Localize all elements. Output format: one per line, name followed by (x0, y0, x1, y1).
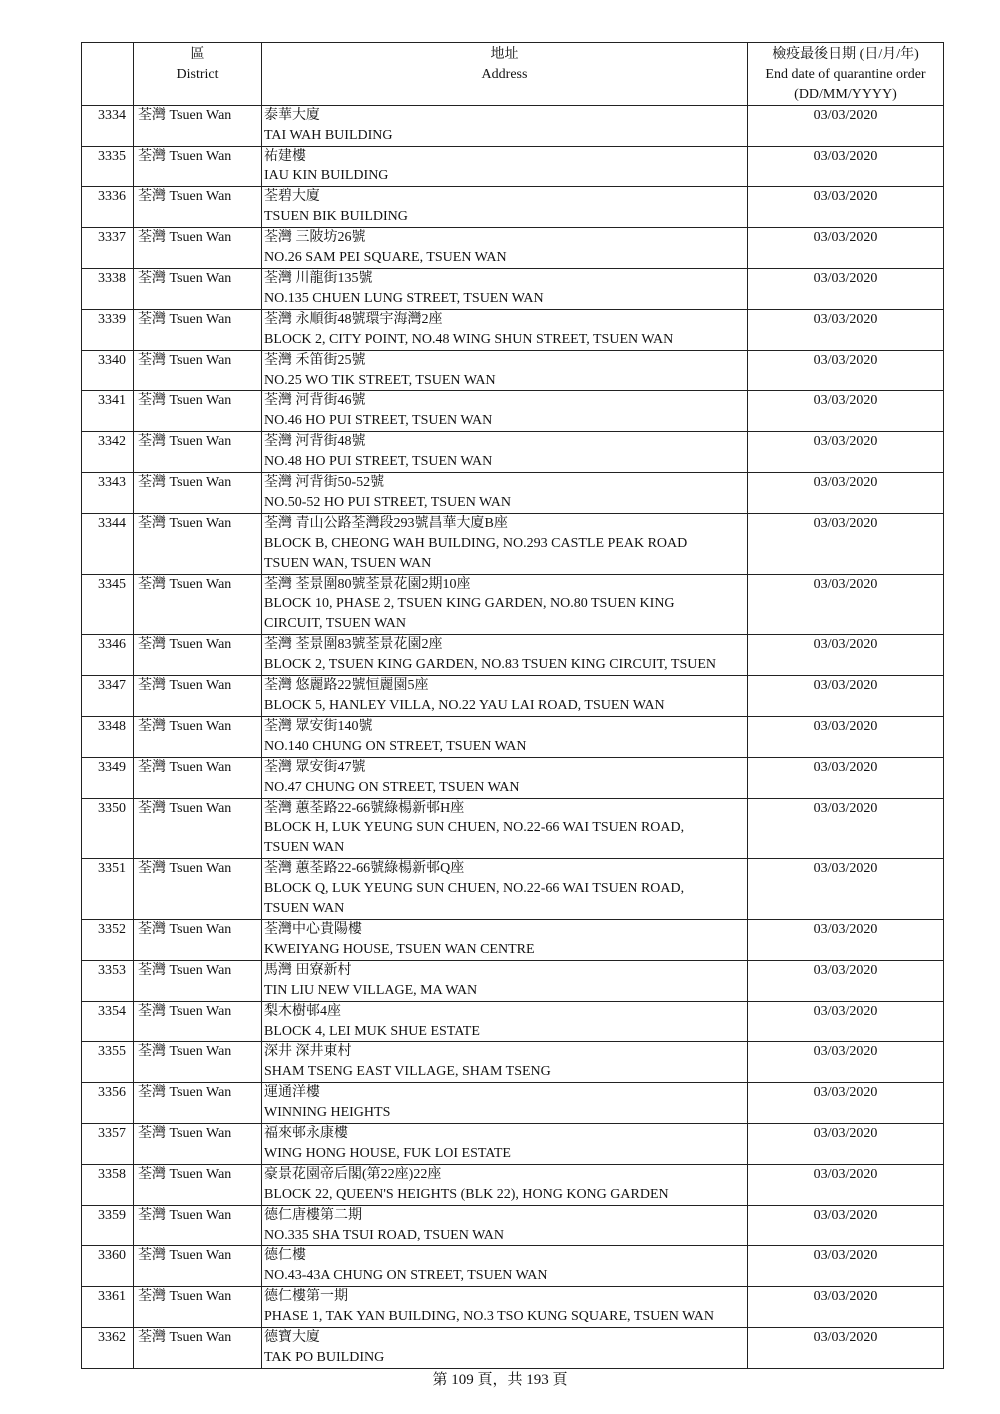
row-district: 荃灣 Tsuen Wan (134, 716, 262, 757)
address-line: 荃碧大廈 (264, 189, 320, 205)
address-line: NO.50-52 HO PUI STREET, TSUEN WAN (264, 494, 511, 510)
page-number-footer: 第 109 頁，共 193 頁 (432, 1372, 568, 1388)
row-district: 荃灣 Tsuen Wan (134, 432, 262, 473)
address-line: WING HONG HOUSE, FUK LOI ESTATE (264, 1145, 511, 1161)
header-date-zh: 檢疫最後日期 (日/月/年) (772, 47, 919, 62)
row-quarantine-end-date: 03/03/2020 (748, 146, 944, 187)
row-number: 3349 (82, 757, 134, 798)
address-line: BLOCK Q, LUK YEUNG SUN CHUEN, NO.22-66 WAI TSUEN ROAD, (264, 881, 685, 897)
address-line: 馬灣 田寮新村 (264, 962, 352, 978)
table-row (82, 1083, 944, 1124)
row-district: 荃灣 Tsuen Wan (134, 1205, 262, 1246)
row-district: 荃灣 Tsuen Wan (134, 1328, 262, 1369)
quarantine-table-page (81, 42, 943, 1369)
table-row (82, 513, 944, 574)
row-address (262, 473, 748, 514)
table-row (82, 1246, 944, 1287)
row-quarantine-end-date: 03/03/2020 (748, 105, 944, 146)
row-number: 3352 (82, 919, 134, 960)
row-district: 荃灣 Tsuen Wan (134, 676, 262, 717)
table-row (82, 676, 944, 717)
address-line: 荃灣 永順街48號環宇海灣2座 (264, 311, 443, 327)
row-address (262, 757, 748, 798)
row-address (262, 513, 748, 574)
quarantine-address-table (81, 42, 944, 1369)
row-quarantine-end-date: 03/03/2020 (748, 228, 944, 269)
table-row (82, 919, 944, 960)
row-number: 3359 (82, 1205, 134, 1246)
address-line: 運通洋樓 (264, 1085, 320, 1101)
address-line: 荃灣 眾安街140號 (264, 718, 373, 734)
row-number: 3336 (82, 187, 134, 228)
row-address (262, 1328, 748, 1369)
row-district: 荃灣 Tsuen Wan (134, 473, 262, 514)
row-address (262, 859, 748, 920)
address-line: 福來邨永康樓 (264, 1126, 348, 1142)
row-number: 3335 (82, 146, 134, 187)
row-address (262, 574, 748, 635)
row-address (262, 1246, 748, 1287)
address-line: 德寶大廈 (264, 1330, 320, 1346)
row-quarantine-end-date: 03/03/2020 (748, 1205, 944, 1246)
row-district: 荃灣 Tsuen Wan (134, 309, 262, 350)
table-row (82, 716, 944, 757)
row-district: 荃灣 Tsuen Wan (134, 350, 262, 391)
row-number: 3345 (82, 574, 134, 635)
address-line: TSUEN BIK BUILDING (264, 209, 408, 225)
row-quarantine-end-date: 03/03/2020 (748, 391, 944, 432)
header-district-en: District (176, 66, 219, 82)
table-row (82, 432, 944, 473)
table-row (82, 1287, 944, 1328)
row-address (262, 1205, 748, 1246)
row-quarantine-end-date: 03/03/2020 (748, 187, 944, 228)
address-line: BLOCK 4, LEI MUK SHUE ESTATE (264, 1023, 480, 1039)
header-district-zh: 區 (190, 47, 205, 62)
row-address (262, 228, 748, 269)
row-quarantine-end-date: 03/03/2020 (748, 574, 944, 635)
header-date-format: (DD/MM/YYYY) (794, 86, 897, 102)
table-row (82, 1001, 944, 1042)
table-row (82, 757, 944, 798)
row-district: 荃灣 Tsuen Wan (134, 146, 262, 187)
table-row (82, 105, 944, 146)
row-number: 3338 (82, 268, 134, 309)
table-row (82, 859, 944, 920)
address-line: 荃灣 三陂坊26號 (264, 230, 366, 246)
row-address (262, 391, 748, 432)
row-quarantine-end-date: 03/03/2020 (748, 798, 944, 859)
row-number: 3358 (82, 1164, 134, 1205)
row-quarantine-end-date: 03/03/2020 (748, 1328, 944, 1369)
row-number: 3343 (82, 473, 134, 514)
row-district: 荃灣 Tsuen Wan (134, 574, 262, 635)
row-address (262, 635, 748, 676)
row-address (262, 1001, 748, 1042)
row-quarantine-end-date: 03/03/2020 (748, 716, 944, 757)
row-quarantine-end-date: 03/03/2020 (748, 1287, 944, 1328)
table-row (82, 187, 944, 228)
row-number: 3346 (82, 635, 134, 676)
row-quarantine-end-date: 03/03/2020 (748, 919, 944, 960)
address-line: NO.48 HO PUI STREET, TSUEN WAN (264, 454, 493, 470)
row-address (262, 350, 748, 391)
address-line: 荃灣 川龍街135號 (264, 270, 373, 286)
row-number: 3340 (82, 350, 134, 391)
address-line: NO.43-43A CHUNG ON STREET, TSUEN WAN (264, 1268, 548, 1284)
row-district: 荃灣 Tsuen Wan (134, 268, 262, 309)
header-address-zh: 地址 (490, 47, 519, 62)
address-line: NO.140 CHUNG ON STREET, TSUEN WAN (264, 738, 527, 754)
row-quarantine-end-date: 03/03/2020 (748, 635, 944, 676)
table-row (82, 350, 944, 391)
table-row (82, 1164, 944, 1205)
row-number: 3341 (82, 391, 134, 432)
address-line: BLOCK 10, PHASE 2, TSUEN KING GARDEN, NO.80 TSUEN KING (264, 596, 675, 612)
table-row (82, 228, 944, 269)
row-number: 3350 (82, 798, 134, 859)
address-line: 荃灣 河背街50-52號 (264, 475, 385, 491)
row-district: 荃灣 Tsuen Wan (134, 105, 262, 146)
address-line: BLOCK H, LUK YEUNG SUN CHUEN, NO.22-66 WAI TSUEN ROAD, (264, 820, 685, 836)
table-row (82, 1205, 944, 1246)
address-line: BLOCK B, CHEONG WAH BUILDING, NO.293 CASTLE PEAK ROAD (264, 535, 688, 551)
address-line: 德仁樓第一期 (264, 1289, 348, 1305)
row-number: 3334 (82, 105, 134, 146)
row-number: 3362 (82, 1328, 134, 1369)
table-row (82, 1042, 944, 1083)
row-district: 荃灣 Tsuen Wan (134, 757, 262, 798)
row-address (262, 1164, 748, 1205)
address-line: TAK PO BUILDING (264, 1350, 385, 1365)
row-number: 3355 (82, 1042, 134, 1083)
row-quarantine-end-date: 03/03/2020 (748, 960, 944, 1001)
row-address (262, 1083, 748, 1124)
row-quarantine-end-date: 03/03/2020 (748, 1001, 944, 1042)
row-district: 荃灣 Tsuen Wan (134, 635, 262, 676)
row-address (262, 1124, 748, 1165)
row-district: 荃灣 Tsuen Wan (134, 1246, 262, 1287)
row-quarantine-end-date: 03/03/2020 (748, 859, 944, 920)
row-district: 荃灣 Tsuen Wan (134, 960, 262, 1001)
address-line: 荃灣 蕙荃路22-66號綠楊新邨Q座 (264, 861, 465, 877)
row-number: 3339 (82, 309, 134, 350)
table-row (82, 960, 944, 1001)
address-line: 荃灣中心貴陽樓 (264, 921, 362, 937)
address-line: BLOCK 5, HANLEY VILLA, NO.22 YAU LAI ROAD, TSUEN WAN (264, 698, 665, 713)
row-district: 荃灣 Tsuen Wan (134, 228, 262, 269)
row-address (262, 105, 748, 146)
address-line: BLOCK 22, QUEEN'S HEIGHTS (BLK 22), HONG KONG GARDEN (264, 1186, 669, 1202)
row-number: 3351 (82, 859, 134, 920)
header-address (262, 43, 748, 106)
row-number: 3361 (82, 1287, 134, 1328)
table-row (82, 309, 944, 350)
table-row (82, 574, 944, 635)
row-number: 3348 (82, 716, 134, 757)
row-address (262, 432, 748, 473)
address-line: NO.25 WO TIK STREET, TSUEN WAN (264, 372, 496, 388)
address-line: WINNING HEIGHTS (264, 1105, 391, 1121)
row-quarantine-end-date: 03/03/2020 (748, 268, 944, 309)
header-address-en: Address (481, 66, 528, 82)
row-quarantine-end-date: 03/03/2020 (748, 1083, 944, 1124)
header-date-en: End date of quarantine order (765, 66, 926, 82)
row-number: 3357 (82, 1124, 134, 1165)
row-quarantine-end-date: 03/03/2020 (748, 473, 944, 514)
row-address (262, 268, 748, 309)
address-line: NO.26 SAM PEI SQUARE, TSUEN WAN (264, 250, 507, 266)
row-district: 荃灣 Tsuen Wan (134, 1083, 262, 1124)
row-address (262, 309, 748, 350)
row-number: 3354 (82, 1001, 134, 1042)
address-line: 梨木樹邨4座 (264, 1003, 341, 1019)
address-line: NO.335 SHA TSUI ROAD, TSUEN WAN (264, 1227, 504, 1243)
address-line: 豪景花園帝后閣(第22座)22座 (264, 1166, 442, 1182)
row-address (262, 187, 748, 228)
row-quarantine-end-date: 03/03/2020 (748, 432, 944, 473)
address-line: 荃灣 眾安街47號 (264, 759, 366, 775)
header-date (748, 43, 944, 106)
row-number: 3347 (82, 676, 134, 717)
row-district: 荃灣 Tsuen Wan (134, 187, 262, 228)
address-line: TSUEN WAN, TSUEN WAN (264, 555, 432, 571)
row-quarantine-end-date: 03/03/2020 (748, 309, 944, 350)
table-header-row (82, 43, 944, 106)
table-row (82, 1328, 944, 1369)
address-line: 祐建樓 (264, 148, 306, 164)
address-line: 德仁樓 (264, 1248, 306, 1264)
table-row (82, 635, 944, 676)
address-line: 荃灣 河背街46號 (264, 393, 366, 409)
row-address (262, 716, 748, 757)
row-number: 3360 (82, 1246, 134, 1287)
address-line: 荃灣 荃景圍80號荃景花園2期10座 (264, 576, 471, 592)
row-district: 荃灣 Tsuen Wan (134, 1042, 262, 1083)
row-address (262, 146, 748, 187)
address-line: KWEIYANG HOUSE, TSUEN WAN CENTRE (264, 941, 535, 957)
row-number: 3344 (82, 513, 134, 574)
row-address (262, 1287, 748, 1328)
row-district: 荃灣 Tsuen Wan (134, 1164, 262, 1205)
row-district: 荃灣 Tsuen Wan (134, 1287, 262, 1328)
row-district: 荃灣 Tsuen Wan (134, 919, 262, 960)
address-line: SHAM TSENG EAST VILLAGE, SHAM TSENG (264, 1064, 551, 1080)
address-line: NO.47 CHUNG ON STREET, TSUEN WAN (264, 779, 520, 795)
address-line: 荃灣 青山公路荃灣段293號昌華大廈B座 (264, 515, 508, 531)
table-row (82, 798, 944, 859)
row-address (262, 919, 748, 960)
row-quarantine-end-date: 03/03/2020 (748, 1164, 944, 1205)
address-line: TSUEN WAN (264, 840, 345, 856)
row-district: 荃灣 Tsuen Wan (134, 859, 262, 920)
row-quarantine-end-date: 03/03/2020 (748, 350, 944, 391)
address-line: TIN LIU NEW VILLAGE, MA WAN (264, 982, 478, 998)
address-line: NO.135 CHUEN LUNG STREET, TSUEN WAN (264, 290, 544, 306)
address-line: TSUEN WAN (264, 901, 345, 917)
row-district: 荃灣 Tsuen Wan (134, 513, 262, 574)
row-address (262, 1042, 748, 1083)
row-district: 荃灣 Tsuen Wan (134, 798, 262, 859)
table-row (82, 268, 944, 309)
address-line: BLOCK 2, CITY POINT, NO.48 WING SHUN STREET, TSUEN WAN (264, 331, 674, 347)
table-body (82, 105, 944, 1368)
header-district (134, 43, 262, 106)
header-number (82, 43, 134, 106)
address-line: CIRCUIT, TSUEN WAN (264, 616, 406, 632)
address-line: 泰華大廈 (264, 107, 320, 123)
row-district: 荃灣 Tsuen Wan (134, 1124, 262, 1165)
table-row (82, 391, 944, 432)
address-line: 荃灣 荃景圍83號荃景花園2座 (264, 637, 443, 653)
row-district: 荃灣 Tsuen Wan (134, 1001, 262, 1042)
table-row (82, 1124, 944, 1165)
row-number: 3353 (82, 960, 134, 1001)
row-quarantine-end-date: 03/03/2020 (748, 757, 944, 798)
row-district: 荃灣 Tsuen Wan (134, 391, 262, 432)
row-number: 3337 (82, 228, 134, 269)
row-address (262, 960, 748, 1001)
address-line: 荃灣 禾笛街25號 (264, 352, 366, 368)
row-quarantine-end-date: 03/03/2020 (748, 513, 944, 574)
row-quarantine-end-date: 03/03/2020 (748, 1246, 944, 1287)
address-line: IAU KIN BUILDING (264, 168, 389, 184)
row-address (262, 798, 748, 859)
address-line: 荃灣 河背街48號 (264, 434, 366, 450)
address-line: 德仁唐樓第二期 (264, 1207, 362, 1223)
row-quarantine-end-date: 03/03/2020 (748, 1124, 944, 1165)
address-line: 深井 深井東村 (264, 1044, 352, 1060)
row-quarantine-end-date: 03/03/2020 (748, 676, 944, 717)
row-number: 3356 (82, 1083, 134, 1124)
address-line: TAI WAH BUILDING (264, 127, 393, 143)
row-address (262, 676, 748, 717)
address-line: 荃灣 蕙荃路22-66號綠楊新邨H座 (264, 800, 465, 816)
address-line: 荃灣 悠麗路22號恒麗園5座 (264, 678, 429, 694)
address-line: BLOCK 2, TSUEN KING GARDEN, NO.83 TSUEN KING CIRCUIT, TSUEN (264, 657, 717, 673)
address-line: PHASE 1, TAK YAN BUILDING, NO.3 TSO KUNG SQUARE, TSUEN WAN (264, 1309, 715, 1325)
address-line: NO.46 HO PUI STREET, TSUEN WAN (264, 413, 493, 429)
table-row (82, 473, 944, 514)
row-quarantine-end-date: 03/03/2020 (748, 1042, 944, 1083)
row-number: 3342 (82, 432, 134, 473)
table-row (82, 146, 944, 187)
